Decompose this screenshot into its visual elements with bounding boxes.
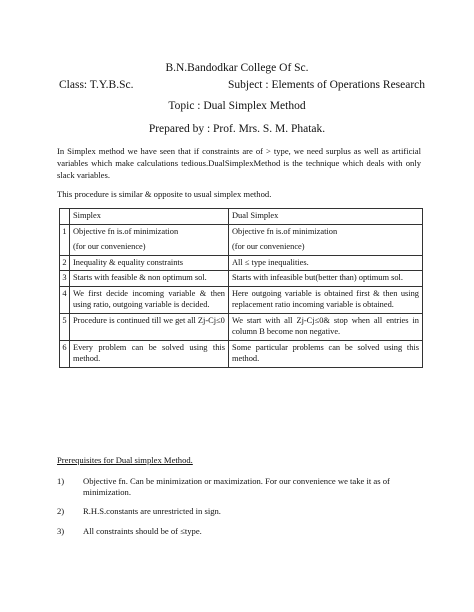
intro-paragraph: In Simplex method we have seen that if constraints are of > type, we need surplus as well as artificial variables which make calculations tedious.DualSimplexMethod is the technique which deals with only slack variables.: [57, 146, 421, 180]
table-row: [60, 255, 423, 271]
list-item: [57, 476, 433, 498]
list-item-text: R.H.S.constants are unrestricted in sign.: [83, 506, 221, 516]
dual-cell: [229, 224, 423, 255]
prepared-by: Prepared by : Prof. Mrs. S. M. Phatak.: [148, 123, 326, 135]
simplex-text: Objective fn is.of minimization: [73, 226, 179, 236]
subject-label: Subject : Elements of Operations Research: [228, 79, 426, 91]
college-name: B.N.Bandodkar College Of Sc.: [165, 62, 309, 74]
table-row: [60, 286, 423, 313]
simplex-cell: Inequality & equality constraints: [70, 255, 229, 271]
simplex-cell: Starts with feasible & non optimum sol.: [70, 271, 229, 287]
list-item-text: All constraints should be of ≤type.: [83, 526, 202, 536]
table-row: [60, 340, 423, 367]
comparison-table: [59, 208, 423, 368]
header-dual-simplex: Dual Simplex: [229, 209, 423, 225]
simplex-cell: We first decide incoming variable & then using ratio, outgoing variable is decided.: [70, 286, 229, 313]
dual-cell: Some particular problems can be solved using this method.: [229, 340, 423, 367]
list-item: [57, 526, 433, 537]
simplex-subtext: (for our convenience): [73, 242, 146, 251]
row-number: 4: [60, 286, 70, 313]
row-number: 3: [60, 271, 70, 287]
row-number: 1: [60, 224, 70, 255]
header-simplex: Simplex: [70, 209, 229, 225]
simplex-cell: Every problem can be solved using this method.: [70, 340, 229, 367]
dual-subtext: (for our convenience): [232, 242, 305, 251]
list-item-number: 2): [57, 506, 65, 516]
dual-cell: Here outgoing variable is obtained first & then using replacement ratio incoming variable is obtained.: [229, 286, 423, 313]
table-row: [60, 271, 423, 287]
dual-text: Objective fn is.of minimization: [232, 226, 338, 236]
intro-note: This procedure is similar & opposite to usual simplex method.: [57, 189, 272, 199]
simplex-cell: [70, 224, 229, 255]
row-number: 6: [60, 340, 70, 367]
header-num-cell: [60, 209, 70, 225]
list-item-text: Objective fn. Can be minimization or maximization. For our convenience we take it as of minimization.: [83, 476, 390, 497]
list-item: [57, 506, 433, 517]
dual-cell: All ≤ type inequalities.: [229, 255, 423, 271]
dual-cell: Starts with infeasible but(better than) optimum sol.: [229, 271, 423, 287]
row-number: 5: [60, 313, 70, 340]
topic-label: Topic : Dual Simplex Method: [168, 100, 306, 112]
dual-cell: We start with all Zj-Cj≤0& stop when all entries in column B become non negative.: [229, 313, 423, 340]
table-header-row: [60, 209, 423, 225]
class-label: Class: T.Y.B.Sc.: [59, 79, 134, 91]
row-number: 2: [60, 255, 70, 271]
table-row: [60, 224, 423, 255]
list-item-number: 1): [57, 476, 65, 486]
table-row: [60, 313, 423, 340]
list-item-number: 3): [57, 526, 65, 536]
prerequisites-heading: Prerequisites for Dual simplex Method.: [57, 455, 193, 465]
simplex-cell: Procedure is continued till we get all Zj-Cj≤0: [70, 313, 229, 340]
